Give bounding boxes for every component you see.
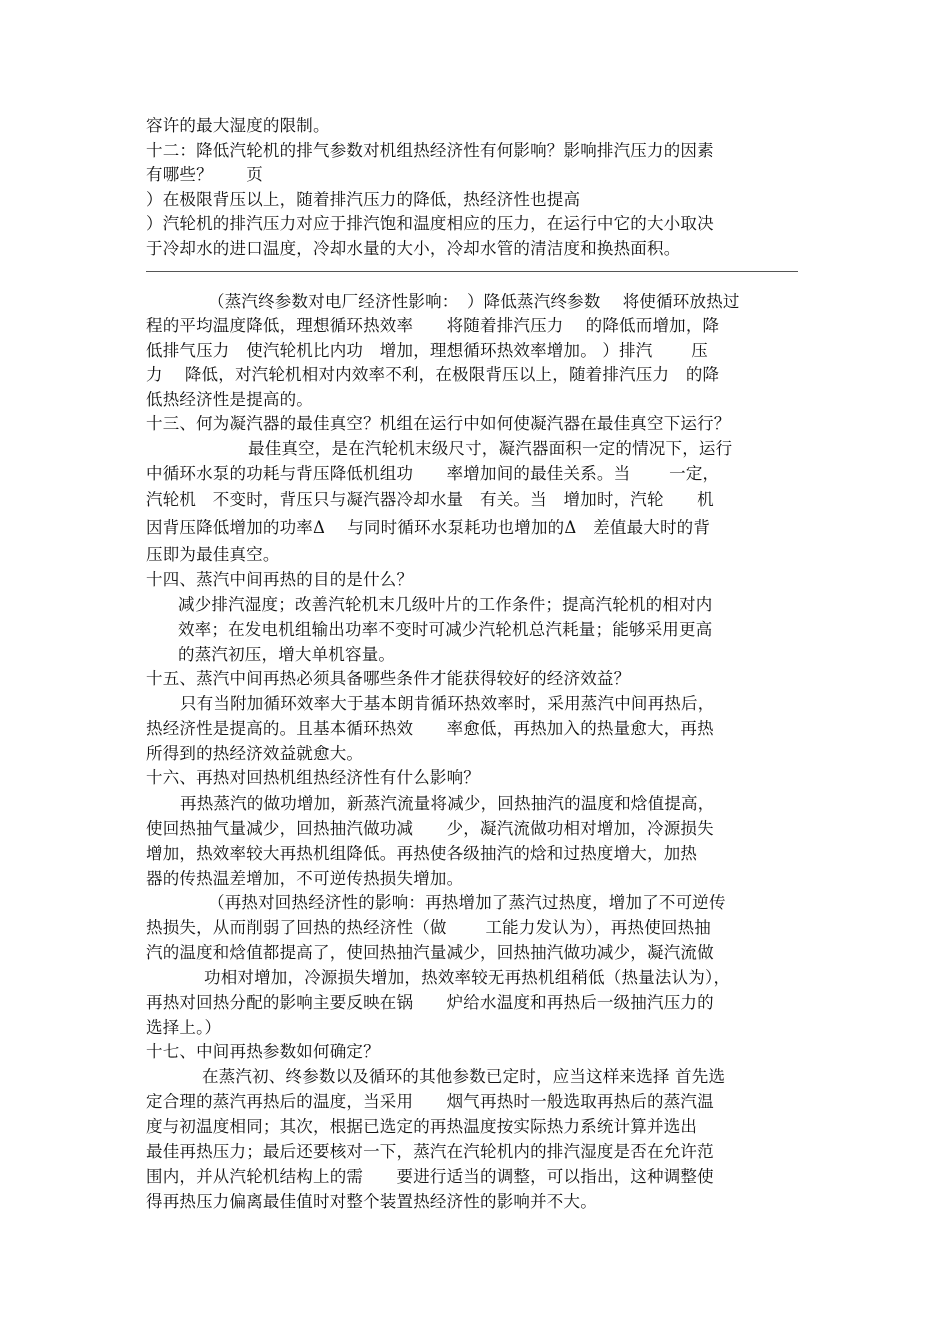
note-line: 热损失，从而削弱了回热的热经济性（做 工能力发认为），再热使回热抽 (146, 918, 711, 937)
answer-line: 增加，热效率较大再热机组降低。再热使各级抽汽的焓和过热度增大，加热 (146, 844, 698, 863)
question-heading: 十二：降低汽轮机的排气参数对机组热经济性有何影响？影响排汽压力的因素 (146, 141, 714, 160)
answer-line: 的蒸汽初压，增大单机容量。 (178, 645, 396, 664)
answer-line: 因背压降低增加的功率Δ 与同时循环水泵耗功也增加的Δ 差值最大时的背 (146, 518, 711, 537)
answer-line: 所得到的热经济效益就愈大。 (146, 744, 364, 763)
note-line: 再热对回热分配的影响主要反映在锅 炉给水温度和再热后一级抽汽压力的 (146, 993, 714, 1012)
note-line: （再热对回热经济性的影响：再热增加了蒸汽过热度，增加了不可逆传 (208, 893, 726, 912)
separator-rule (146, 271, 798, 272)
question-heading: 十四、蒸汽中间再热的目的是什么？ (146, 570, 414, 589)
question-heading: 十六、再热对回热机组热经济性有什么影响？ (146, 768, 480, 787)
answer-line: 于冷却水的进口温度，冷却水量的大小，冷却水管的清洁度和换热面积。 (146, 239, 681, 258)
question-heading: 有哪些？ 页 (146, 165, 263, 184)
text-line: 容许的最大湿度的限制。 (146, 116, 330, 135)
note-line: 程的平均温度降低，理想循环热效率 将随着排汽压力 的降低而增加，降 (146, 316, 720, 335)
note-line: 功相对增加，冷源损失增加，热效率较无再热机组稍低（热量法认为）， (204, 968, 731, 987)
answer-line: 度与初温度相同；其次，根据已选定的再热温度按实际热力系统计算并选出 (146, 1117, 698, 1136)
answer-line: 减少排汽湿度；改善汽轮机末几级叶片的工作条件；提高汽轮机的相对内 (178, 595, 713, 614)
answer-line: 使回热抽气量减少，回热抽汽做功减 少，凝汽流做功相对增加，冷源损失 (146, 819, 714, 838)
note-line: （蒸汽终参数对电厂经济性影响： ）降低蒸汽终参数 将使循环放热过 (208, 292, 740, 311)
answer-line: 最佳再热压力；最后还要核对一下，蒸汽在汽轮机内的排汽湿度是否在允许范 (146, 1142, 714, 1161)
question-heading: 十三、何为凝汽器的最佳真空？机组在运行中如何使凝汽器在最佳真空下运行？ (146, 414, 731, 433)
answer-line: 热经济性是提高的。且基本循环热效 率愈低，再热加入的热量愈大，再热 (146, 719, 714, 738)
note-line: 低热经济性是提高的。 (146, 390, 313, 409)
answer-line: 得再热压力偏离最佳值时对整个装置热经济性的影响并不大。 (146, 1192, 597, 1211)
answer-line: 定合理的蒸汽再热后的温度，当采用 烟气再热时一般选取再热后的蒸汽温 (146, 1092, 714, 1111)
answer-line: 在蒸汽初、终参数以及循环的其他参数已定时，应当这样来选择 首先选 (202, 1067, 726, 1086)
answer-line: 效率；在发电机组输出功率不变时可减少汽轮机总汽耗量；能够采用更高 (178, 620, 713, 639)
note-line: 低排气压力 使汽轮机比内功 增加，理想循环热效率增加。 ）排汽 压 (146, 341, 708, 360)
question-heading: 十五、蒸汽中间再热必须具备哪些条件才能获得较好的经济效益？ (146, 669, 631, 688)
question-heading: 十七、中间再热参数如何确定？ (146, 1042, 380, 1061)
answer-line: 中循环水泵的功耗与背压降低机组功 率增加间的最佳关系。当 一定， (146, 464, 720, 483)
answer-line: ）在极限背压以上，随着排汽压力的降低，热经济性也提高 (146, 190, 581, 209)
note-line: 选择上。） (146, 1018, 222, 1037)
answer-line: 最佳真空，是在汽轮机末级尺寸，凝汽器面积一定的情况下，运行 (248, 439, 733, 458)
answer-line: 围内，并从汽轮机结构上的需 要进行适当的调整，可以指出，这种调整使 (146, 1167, 714, 1186)
answer-line: 器的传热温差增加，不可逆传热损失增加。 (146, 869, 464, 888)
answer-line: 只有当附加循环效率大于基本朗肯循环热效率时，采用蒸汽中间再热后， (180, 694, 715, 713)
answer-line: 再热蒸汽的做功增加，新蒸汽流量将减少，回热抽汽的温度和焓值提高， (180, 794, 715, 813)
note-line: 汽的温度和焓值都提高了，使回热抽汽量减少，回热抽汽做功减少，凝汽流做 (146, 943, 714, 962)
answer-line: 压即为最佳真空。 (146, 545, 280, 564)
answer-line: ）汽轮机的排汽压力对应于排汽饱和温度相应的压力，在运行中它的大小取决 (146, 214, 714, 233)
note-line: 力 降低，对汽轮机相对内效率不利，在极限背压以上，随着排汽压力 的降 (146, 365, 720, 384)
answer-line: 汽轮机 不变时，背压只与凝汽器冷却水量 有关。当 增加时，汽轮 机 (146, 490, 714, 509)
